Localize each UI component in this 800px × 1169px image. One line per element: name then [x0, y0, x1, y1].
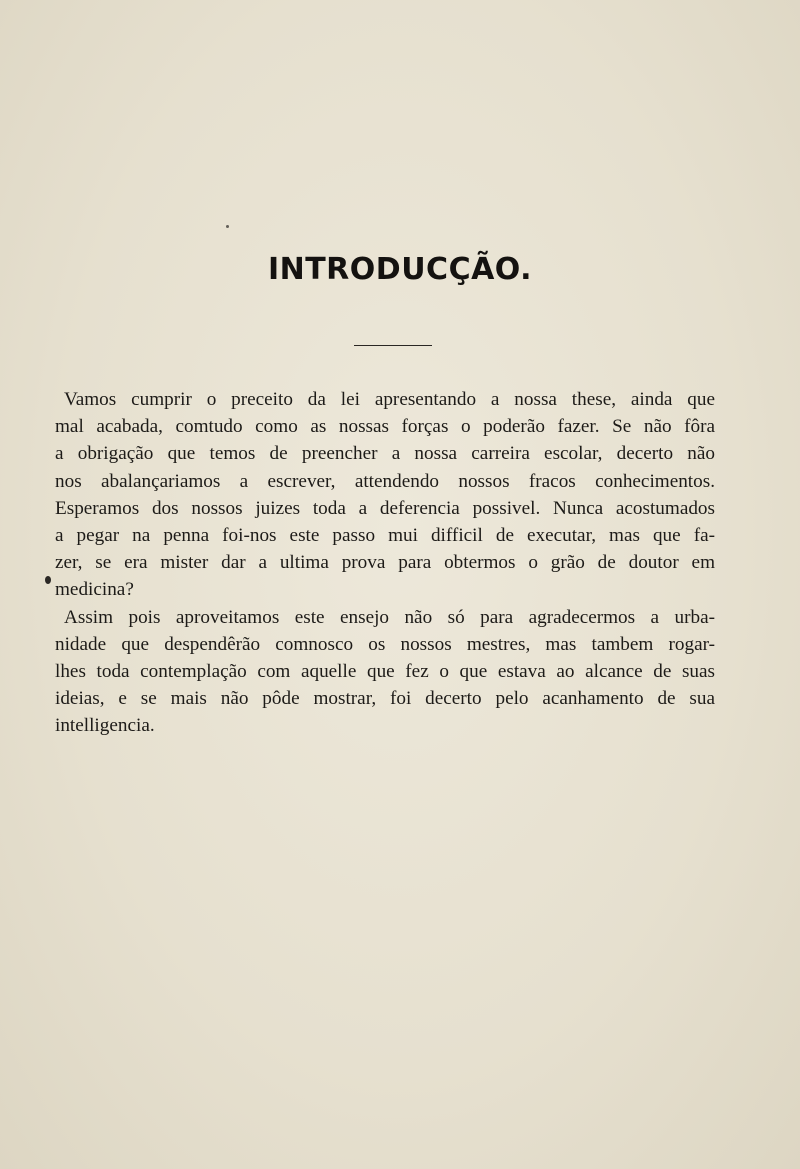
- text-line: lhes toda contemplação com aquelle que fez o que estava ao alcance de suas: [55, 661, 715, 683]
- text-line: nos abalançariamos a escrever, attendendo nossos fracos conhecimentos.: [55, 470, 715, 492]
- ink-spot: [226, 225, 229, 228]
- text-line: medicina?: [55, 579, 134, 601]
- body-text: [55, 386, 715, 740]
- paragraph-1: [55, 386, 715, 604]
- page-title: INTRODUCÇÃO.: [267, 252, 533, 287]
- text-line: intelligencia.: [55, 715, 155, 737]
- text-line: ideias, e se mais não pôde mostrar, foi decerto pelo acanhamento de sua: [55, 688, 715, 710]
- text-line: nidade que despendêrão comnosco os nossos mestres, mas tambem rogar-: [55, 633, 715, 655]
- text-line: a obrigação que temos de preencher a nossa carreira escolar, decerto não: [55, 443, 715, 465]
- text-line: mal acabada, comtudo como as nossas forças o poderão fazer. Se não fôra: [55, 416, 715, 438]
- ink-spot: [45, 576, 51, 584]
- paragraph-2: [55, 604, 715, 740]
- text-line: Assim pois aproveitamos este ensejo não só para agradecermos a urba-: [64, 606, 715, 628]
- text-line: Vamos cumprir o preceito da lei apresentando a nossa these, ainda que: [64, 389, 715, 410]
- title-divider: [354, 345, 432, 346]
- text-line: Esperamos dos nossos juizes toda a deferencia possivel. Nunca acostumados: [55, 497, 715, 519]
- text-line: zer, se era mister dar a ultima prova para obtermos o grão de doutor em: [55, 552, 715, 574]
- text-line: a pegar na penna foi-nos este passo mui difficil de executar, mas que fa-: [55, 525, 715, 547]
